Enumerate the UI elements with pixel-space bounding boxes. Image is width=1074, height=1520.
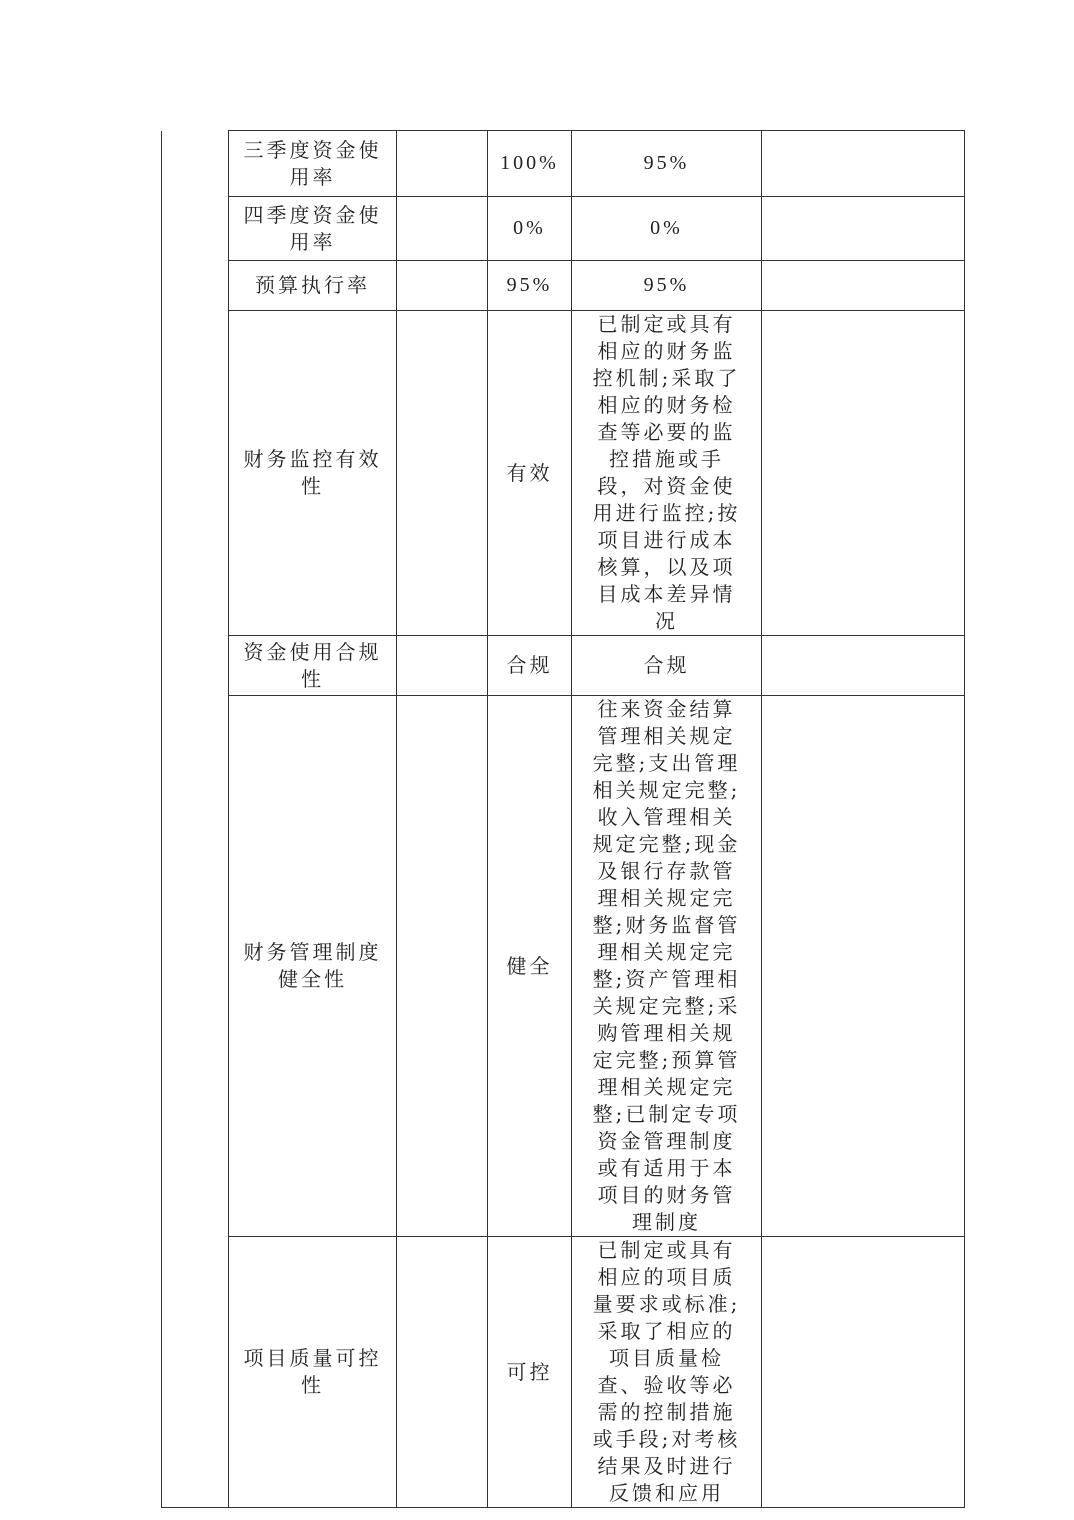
- table-row: [162, 696, 965, 1237]
- table-row: [162, 197, 965, 261]
- indicator-text: 四季度资金使用率: [243, 202, 382, 254]
- actual-text: 往来资金结算管理相关规定完整;支出管理相关规定完整;收入管理相关规定完整;现金及银行存款管理相关规定完整;财务监督管理相关规定完整;资产管理相关规定完整;采购管理相关规定完整;预算管理相关规定完整;已制定专项资金管理制度或有适用于本项目的财务管理制度: [592, 697, 741, 1234]
- indicator-text: 预算执行率: [255, 273, 370, 297]
- target-text: 可控: [506, 1359, 553, 1384]
- actual-text: 0%: [650, 217, 683, 239]
- blank-cell: [397, 261, 488, 311]
- actual-text: 95%: [643, 274, 690, 296]
- category-cell: [162, 131, 229, 1508]
- target-cell: [488, 311, 572, 636]
- indicator-cell: [229, 311, 397, 636]
- actual-cell: [572, 696, 762, 1237]
- table-row: [162, 261, 965, 311]
- target-cell: [488, 131, 572, 197]
- remark-cell: [762, 696, 965, 1237]
- actual-text: 95%: [643, 152, 690, 174]
- actual-text: 已制定或具有相应的项目质量要求或标准;采取了相应的项目质量检查、验收等必需的控制措施或手段;对考核结果及时进行反馈和应用: [592, 1238, 741, 1505]
- indicator-cell: [229, 1237, 397, 1508]
- target-text: 合规: [506, 653, 553, 677]
- actual-cell: [572, 197, 762, 261]
- remark-cell: [762, 311, 965, 636]
- table-row: [162, 131, 965, 197]
- target-cell: [488, 1237, 572, 1508]
- blank-cell: [397, 696, 488, 1237]
- target-cell: [488, 261, 572, 311]
- indicator-text: 财务管理制度健全性: [243, 940, 382, 991]
- blank-cell: [397, 636, 488, 696]
- actual-cell: [572, 131, 762, 197]
- target-text: 0%: [513, 217, 546, 239]
- target-text: 95%: [506, 274, 553, 296]
- target-cell: [488, 696, 572, 1237]
- indicator-cell: [229, 261, 397, 311]
- remark-cell: [762, 197, 965, 261]
- target-text: 健全: [506, 953, 553, 978]
- actual-text: 已制定或具有相应的财务监控机制;采取了相应的财务检查等必要的监控措施或手段，对资金使用进行监控;按项目进行成本核算，以及项目成本差异情况: [592, 312, 741, 633]
- actual-cell: [572, 261, 762, 311]
- blank-cell: [397, 1237, 488, 1508]
- actual-cell: [572, 311, 762, 636]
- actual-cell: [572, 1237, 762, 1508]
- indicator-cell: [229, 131, 397, 197]
- indicator-cell: [229, 197, 397, 261]
- remark-cell: [762, 1237, 965, 1508]
- indicator-text: 三季度资金使用率: [243, 137, 382, 189]
- indicator-text: 财务监控有效性: [243, 447, 382, 498]
- target-text: 100%: [500, 152, 559, 174]
- table-row: [162, 1237, 965, 1508]
- target-text: 有效: [506, 460, 553, 485]
- table-row: [162, 636, 965, 696]
- remark-cell: [762, 636, 965, 696]
- actual-cell: [572, 636, 762, 696]
- indicator-text: 资金使用合规性: [243, 639, 382, 691]
- table-row: [162, 311, 965, 636]
- target-cell: [488, 197, 572, 261]
- target-cell: [488, 636, 572, 696]
- remark-cell: [762, 261, 965, 311]
- blank-cell: [397, 131, 488, 197]
- blank-cell: [397, 197, 488, 261]
- indicator-text: 项目质量可控性: [243, 1346, 382, 1397]
- indicator-table: [161, 130, 965, 1508]
- actual-text: 合规: [643, 653, 690, 677]
- indicator-cell: [229, 696, 397, 1237]
- blank-cell: [397, 311, 488, 636]
- indicator-cell: [229, 636, 397, 696]
- remark-cell: [762, 131, 965, 197]
